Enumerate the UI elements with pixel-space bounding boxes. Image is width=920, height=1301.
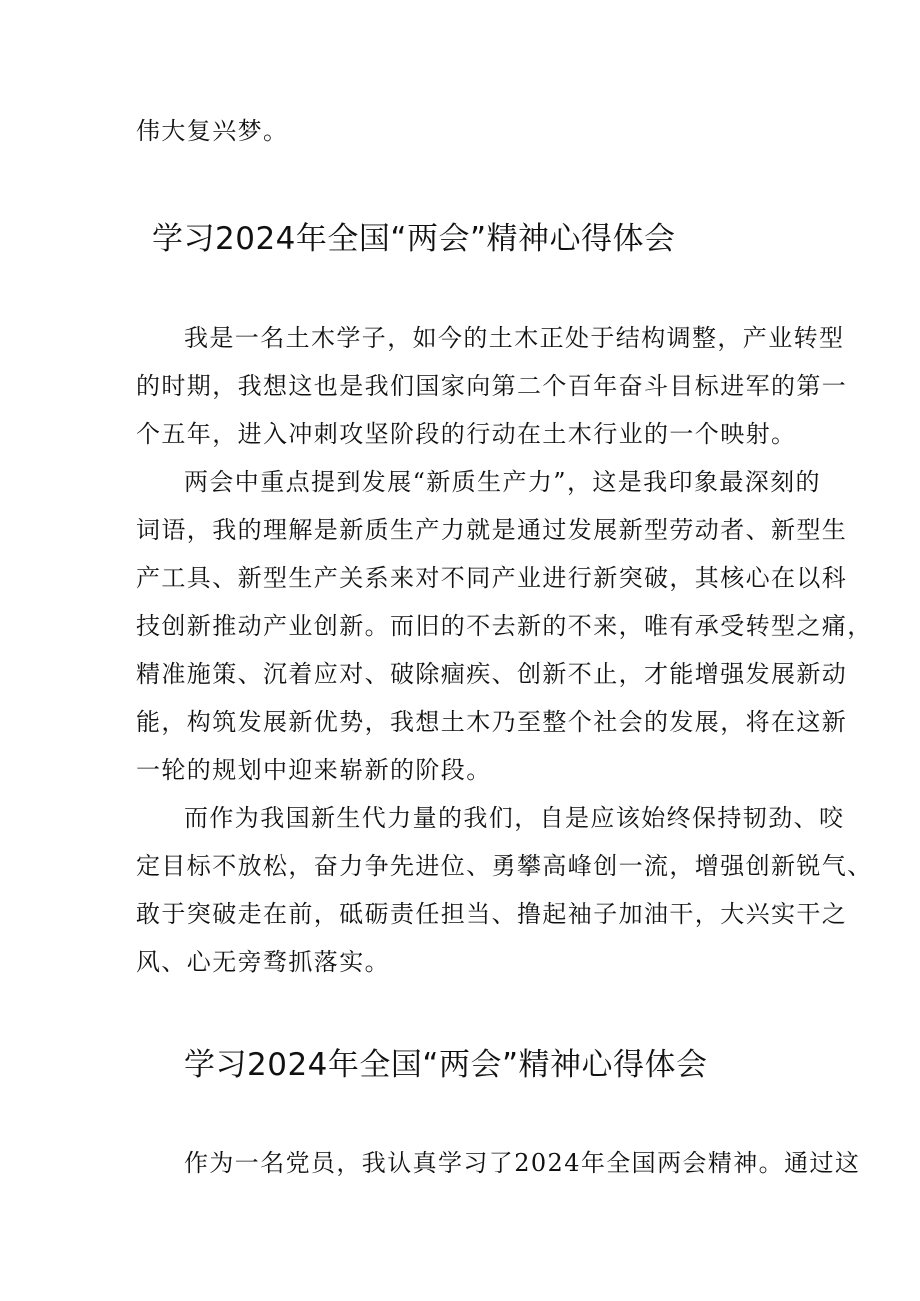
- paragraph-line: 定目标不放松，奋力争先进位、勇攀高峰创一流，增强创新锐气、: [136, 852, 873, 880]
- paragraph-line: 技创新推动产业创新。而旧的不去新的不来，唯有承受转型之痛，: [136, 612, 873, 640]
- section-2-title: 学习2024年全国“两会”精神心得体会: [184, 1047, 708, 1083]
- paragraph-line: 风、心无旁骛抓落实。: [136, 948, 390, 976]
- paragraph-line: 精准施策、沉着应对、破除痼疾、创新不止，才能增强发展新动: [136, 660, 848, 688]
- paragraph-line: 词语，我的理解是新质生产力就是通过发展新型劳动者、新型生: [136, 516, 848, 544]
- paragraph-line: 敢于突破走在前，砥砺责任担当、撸起袖子加油干，大兴实干之: [136, 900, 848, 928]
- paragraph-line: 我是一名土木学子，如今的土木正处于结构调整，产业转型: [184, 324, 845, 352]
- paragraph-line: 两会中重点提到发展“新质生产力”，这是我印象最深刻的: [184, 468, 821, 496]
- paragraph-line: 而作为我国新生代力量的我们，自是应该始终保持韧劲、咬: [184, 804, 845, 832]
- paragraph-line: 个五年，进入冲刺攻坚阶段的行动在土木行业的一个映射。: [136, 420, 797, 448]
- paragraph-line: 的时期，我想这也是我们国家向第二个百年奋斗目标进军的第一: [136, 372, 848, 400]
- section-1-title: 学习2024年全国“两会”精神心得体会: [152, 221, 676, 257]
- paragraph-line: 能，构筑发展新优势，我想土木乃至整个社会的发展，将在这新: [136, 708, 848, 736]
- paragraph-line: 产工具、新型生产关系来对不同产业进行新突破，其核心在以科: [136, 564, 848, 592]
- paragraph-line: 作为一名党员，我认真学习了2024年全国两会精神。通过这: [184, 1149, 861, 1177]
- fragment-line-1: 伟大复兴梦。: [136, 117, 289, 145]
- paragraph-line: 一轮的规划中迎来崭新的阶段。: [136, 756, 492, 784]
